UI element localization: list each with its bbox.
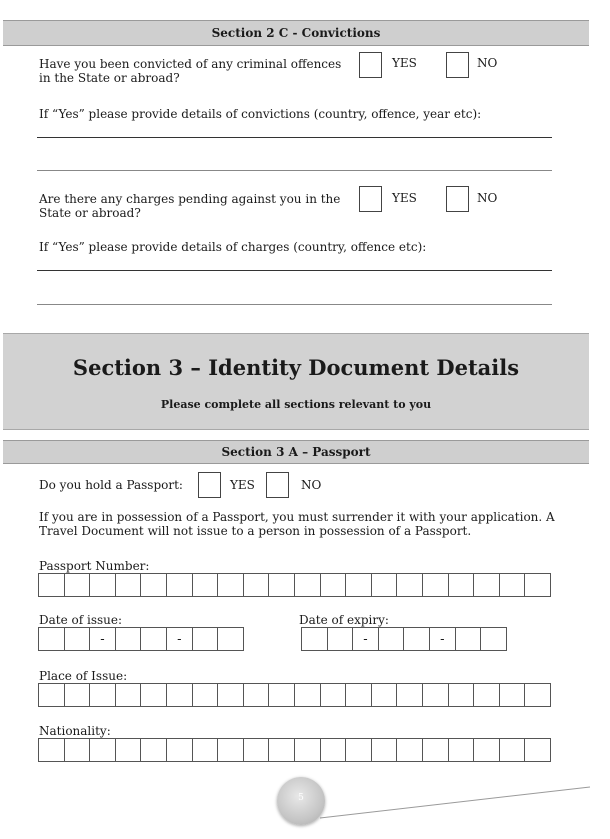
date-digit-cell[interactable]: [301, 627, 328, 651]
char-cell[interactable]: [218, 573, 244, 597]
passport-hold-question: Do you hold a Passport:: [39, 478, 183, 492]
page-number-badge: [277, 777, 325, 825]
pending-charges-yes-label: YES: [392, 191, 417, 205]
convictions-details-prompt: If “Yes” please provide details of convictions (country, offence, year etc):: [39, 107, 482, 121]
nationality-grid[interactable]: [38, 738, 551, 762]
char-cell[interactable]: [141, 738, 167, 762]
char-cell[interactable]: [167, 738, 193, 762]
date-digit-cell[interactable]: [481, 627, 507, 651]
pending-charges-yes-checkbox[interactable]: [359, 186, 382, 212]
char-cell[interactable]: [269, 738, 295, 762]
pending-charges-question-line2: State or abroad?: [39, 206, 141, 220]
passport-number-label: Passport Number:: [39, 559, 150, 573]
convictions-question-line1: Have you been convicted of any criminal offences: [39, 57, 342, 71]
char-cell[interactable]: [449, 683, 475, 707]
char-cell[interactable]: [295, 683, 321, 707]
char-cell[interactable]: [372, 683, 398, 707]
char-cell[interactable]: [500, 573, 526, 597]
date-digit-cell[interactable]: [141, 627, 167, 651]
char-cell[interactable]: [167, 573, 193, 597]
char-cell[interactable]: [321, 573, 347, 597]
char-cell[interactable]: [141, 573, 167, 597]
char-cell[interactable]: [397, 738, 423, 762]
section-3a-header: [3, 440, 589, 464]
date-digit-cell[interactable]: [65, 627, 91, 651]
date-digit-cell[interactable]: [456, 627, 482, 651]
pending-charges-no-checkbox[interactable]: [446, 186, 469, 212]
char-cell[interactable]: [321, 738, 347, 762]
date-digit-cell[interactable]: [218, 627, 244, 651]
section-3-subtitle: Please complete all sections relevant to you: [160, 398, 432, 411]
date-of-issue-grid[interactable]: [38, 627, 244, 651]
char-cell[interactable]: [38, 683, 65, 707]
place-of-issue-label: Place of Issue:: [39, 669, 128, 683]
convictions-details-line-1[interactable]: [37, 137, 552, 138]
pending-charges-question: [39, 192, 340, 220]
convictions-yes-label: YES: [392, 56, 417, 70]
char-cell[interactable]: [295, 573, 321, 597]
footer-decoration-line: [320, 785, 592, 821]
date-separator: -: [430, 627, 456, 651]
char-cell[interactable]: [321, 683, 347, 707]
section-3-banner: [3, 333, 589, 430]
convictions-no-label: NO: [477, 56, 498, 70]
convictions-no-checkbox[interactable]: [446, 52, 469, 78]
passport-notice-line1: If you are in possession of a Passport, you must surrender it with your application. A: [39, 510, 555, 524]
char-cell[interactable]: [90, 573, 116, 597]
date-of-expiry-grid[interactable]: [301, 627, 507, 651]
char-cell[interactable]: [116, 683, 142, 707]
char-cell[interactable]: [90, 683, 116, 707]
char-cell[interactable]: [423, 738, 449, 762]
char-cell[interactable]: [474, 573, 500, 597]
char-cell[interactable]: [346, 573, 372, 597]
section-2c-title: Section 2 C - Convictions: [211, 26, 381, 40]
pending-charges-no-label: NO: [477, 191, 498, 205]
char-cell[interactable]: [423, 683, 449, 707]
char-cell[interactable]: [65, 573, 91, 597]
char-cell[interactable]: [38, 738, 65, 762]
passport-yes-label: YES: [230, 478, 255, 492]
date-digit-cell[interactable]: [116, 627, 142, 651]
date-digit-cell[interactable]: [379, 627, 405, 651]
pending-charges-question-line1: Are there any charges pending against you in the: [39, 192, 341, 206]
date-digit-cell[interactable]: [328, 627, 354, 651]
passport-no-label: NO: [301, 478, 322, 492]
char-cell[interactable]: [372, 738, 398, 762]
char-cell[interactable]: [244, 738, 270, 762]
place-of-issue-grid[interactable]: [38, 683, 551, 707]
passport-notice-line2: Travel Document will not issue to a person in possession of a Passport.: [39, 524, 472, 538]
char-cell[interactable]: [90, 738, 116, 762]
passport-yes-checkbox[interactable]: [198, 472, 221, 498]
char-cell[interactable]: [116, 573, 142, 597]
char-cell[interactable]: [116, 738, 142, 762]
char-cell[interactable]: [244, 573, 270, 597]
char-cell[interactable]: [65, 683, 91, 707]
char-cell[interactable]: [193, 683, 219, 707]
passport-no-checkbox[interactable]: [266, 472, 289, 498]
char-cell[interactable]: [474, 738, 500, 762]
date-separator: -: [353, 627, 379, 651]
char-cell[interactable]: [474, 683, 500, 707]
passport-number-grid[interactable]: [38, 573, 551, 597]
convictions-question-line2: in the State or abroad?: [39, 71, 180, 85]
date-digit-cell[interactable]: [404, 627, 430, 651]
convictions-details-line-2[interactable]: [37, 170, 552, 171]
char-cell[interactable]: [500, 738, 526, 762]
section-3a-title: Section 3 A – Passport: [221, 445, 371, 459]
char-cell[interactable]: [269, 573, 295, 597]
char-cell[interactable]: [525, 683, 551, 707]
char-cell[interactable]: [449, 738, 475, 762]
section-2c-header: [3, 20, 589, 46]
char-cell[interactable]: [346, 683, 372, 707]
date-separator: -: [167, 627, 193, 651]
char-cell[interactable]: [295, 738, 321, 762]
char-cell[interactable]: [167, 683, 193, 707]
char-cell[interactable]: [346, 738, 372, 762]
pending-charges-details-line-2[interactable]: [37, 304, 552, 305]
date-digit-cell[interactable]: [193, 627, 219, 651]
date-of-issue-label: Date of issue:: [39, 613, 123, 627]
convictions-question: [39, 57, 341, 85]
char-cell[interactable]: [38, 573, 65, 597]
char-cell[interactable]: [244, 683, 270, 707]
char-cell[interactable]: [372, 573, 398, 597]
char-cell[interactable]: [500, 683, 526, 707]
char-cell[interactable]: [423, 573, 449, 597]
char-cell[interactable]: [397, 683, 423, 707]
char-cell[interactable]: [525, 738, 551, 762]
page-number: 5: [298, 793, 304, 803]
char-cell[interactable]: [525, 573, 551, 597]
char-cell[interactable]: [397, 573, 423, 597]
char-cell[interactable]: [218, 738, 244, 762]
char-cell[interactable]: [141, 683, 167, 707]
char-cell[interactable]: [449, 573, 475, 597]
pending-charges-details-line-1[interactable]: [37, 270, 552, 271]
convictions-yes-checkbox[interactable]: [359, 52, 382, 78]
char-cell[interactable]: [193, 738, 219, 762]
date-of-expiry-label: Date of expiry:: [299, 613, 389, 627]
date-separator: -: [90, 627, 116, 651]
char-cell[interactable]: [269, 683, 295, 707]
passport-notice: [39, 510, 555, 538]
char-cell[interactable]: [65, 738, 91, 762]
char-cell[interactable]: [218, 683, 244, 707]
pending-charges-details-prompt: If “Yes” please provide details of charges (country, offence etc):: [39, 240, 427, 254]
nationality-label: Nationality:: [39, 724, 111, 738]
char-cell[interactable]: [193, 573, 219, 597]
section-3-title: Section 3 – Identity Document Details: [72, 355, 520, 380]
date-digit-cell[interactable]: [38, 627, 65, 651]
